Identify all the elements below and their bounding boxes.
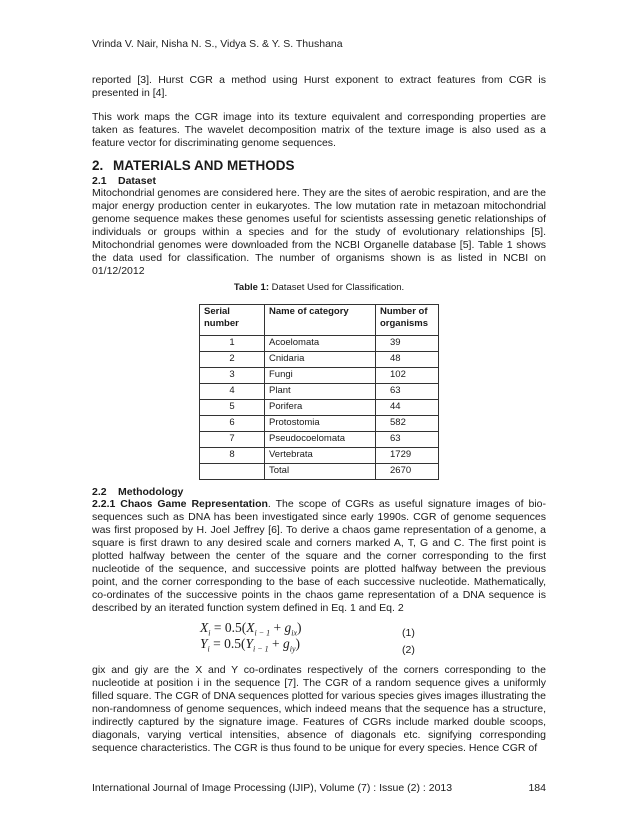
cell-serial: 7 [200,432,265,448]
equation-2: $Y_i = 0.5(Y_{i - 1} + g_{iy})$ [200,636,301,654]
table-row [200,448,439,464]
subsection-title: Methodology [118,486,184,498]
cgr-lead: 2.2.1 Chaos Game Representation [92,498,268,510]
cell-category: Pseudocoelomata [265,432,376,448]
cell-count: 63 [376,432,439,448]
dataset-table [199,304,439,480]
table-row [200,400,439,416]
cell-category: Total [265,464,376,480]
subsection-heading-dataset [92,175,156,187]
cell-category: Acoelomata [265,336,376,352]
cell-category: Vertebrata [265,448,376,464]
cgr-paragraph [92,498,546,615]
cell-count: 102 [376,368,439,384]
cell-category: Porifera [265,400,376,416]
header-organisms: Number of organisms [376,305,439,336]
cell-serial: 8 [200,448,265,464]
dataset-paragraph: Mitochondrial genomes are considered here. They are the sites of aerobic respiration, and are the major energy production center in eukaryotes. The low mutation rate in metazoan mitochondrial genome sequence makes these genomes useful for scientists assessing genetic relationships of individuals or groups within a species and for the study of evolutionary relationships [5]. Mitochondrial genomes were downloaded from the NCBI Organelle database [5]. Table 1 shows the data used for classification. The number of organisms shown is as listed in NCBI on 01/12/2012 [92,187,546,277]
table-caption [0,282,638,293]
cell-count: 1729 [376,448,439,464]
intro-paragraph-1: reported [3]. Hurst CGR a method using Hurst exponent to extract features from CGR is presented in [4]. [92,74,546,99]
cell-serial: 5 [200,400,265,416]
cgr-text: . The scope of CGRs as useful signature images of bio-sequences such as DNA has been investigated since early 1990s. CGR of genome sequences was first proposed by H. Joel Jeffrey [6]. To derive a chaos game representation of a genome, a square is first drawn to any desired scale and corners marked A, T, G and C. The first point is plotted halfway between the center of the square and the corner corresponding to the first nucleotide of the sequence, and successive points are plotted halfway between the previous point, and the corner corresponding to the base of each successive nucleotide. Mathematically, co-ordinates of the successive points in the chaos game representation of a DNA sequence is described by an iterated function system defined in Eq. 1 and Eq. 2 [92,498,546,614]
journal-citation: International Journal of Image Processing (IJIP), Volume (7) : Issue (2) : 2013 [92,782,453,794]
header-serial: Serial number [200,305,265,336]
table-row [200,432,439,448]
table-row [200,336,439,352]
intro-paragraph-2: This work maps the CGR image into its texture equivalent and corresponding properties are taken as features. The wavelet decomposition matrix of the texture image is also used as a feature vector for discriminating genome sequences. [92,111,546,149]
cell-serial [200,464,265,480]
cell-count: 48 [376,352,439,368]
table-row [200,416,439,432]
cell-serial: 6 [200,416,265,432]
section-number: 2. [92,158,104,173]
cell-serial: 1 [200,336,265,352]
subsection-title: Dataset [118,175,156,187]
cell-count: 2670 [376,464,439,480]
cell-category: Protostomia [265,416,376,432]
section-title: MATERIALS AND METHODS [113,158,295,173]
cell-serial: 3 [200,368,265,384]
cell-category: Fungi [265,368,376,384]
cell-count: 63 [376,384,439,400]
table-caption-label: Table 1: [233,282,270,293]
equation-number-1: (1) [402,627,415,639]
cell-serial: 2 [200,352,265,368]
running-footer [92,782,546,794]
header-category: Name of category [265,305,376,336]
cell-serial: 4 [200,384,265,400]
page-number: 184 [528,782,546,794]
table-row [200,384,439,400]
equation-1: $X_i = 0.5(X_{i - 1} + g_{ix})$ [200,620,302,638]
cell-count: 39 [376,336,439,352]
equation-number-2: (2) [402,644,415,656]
running-header: Vrinda V. Nair, Nisha N. S., Vidya S. & Y. S. Thushana [92,38,343,50]
cell-category: Plant [265,384,376,400]
table-caption-text: Dataset Used for Classification. [271,282,405,293]
table-total-row [200,464,439,480]
cell-count: 44 [376,400,439,416]
subsection-number: 2.1 [92,175,107,187]
table-row [200,352,439,368]
closing-paragraph: gix and giy are the X and Y co-ordinates respectively of the corners corresponding to the nucleotide at position i in the sequence [7]. The CGR of a random sequence gives a uniformly filled square. The CGR of DNA sequences plotted for various species gives images illustrating the non-randomness of genome sequences, which indeed means that the sequence has a structure, indirectly captured by the signature image. Features of CGRs include marked double scoops, diagonals, varying vertical intensities, absence of diagonals etc. signifying corresponding sequence characteristics. The CGR is thus found to be unique for every species. Hence CGR of [92,664,546,754]
table-header-row [200,305,439,336]
section-heading-materials-methods [92,158,295,173]
subsection-heading-methodology [92,486,183,498]
subsection-number: 2.2 [92,486,107,498]
cell-count: 582 [376,416,439,432]
table-row [200,368,439,384]
cell-category: Cnidaria [265,352,376,368]
